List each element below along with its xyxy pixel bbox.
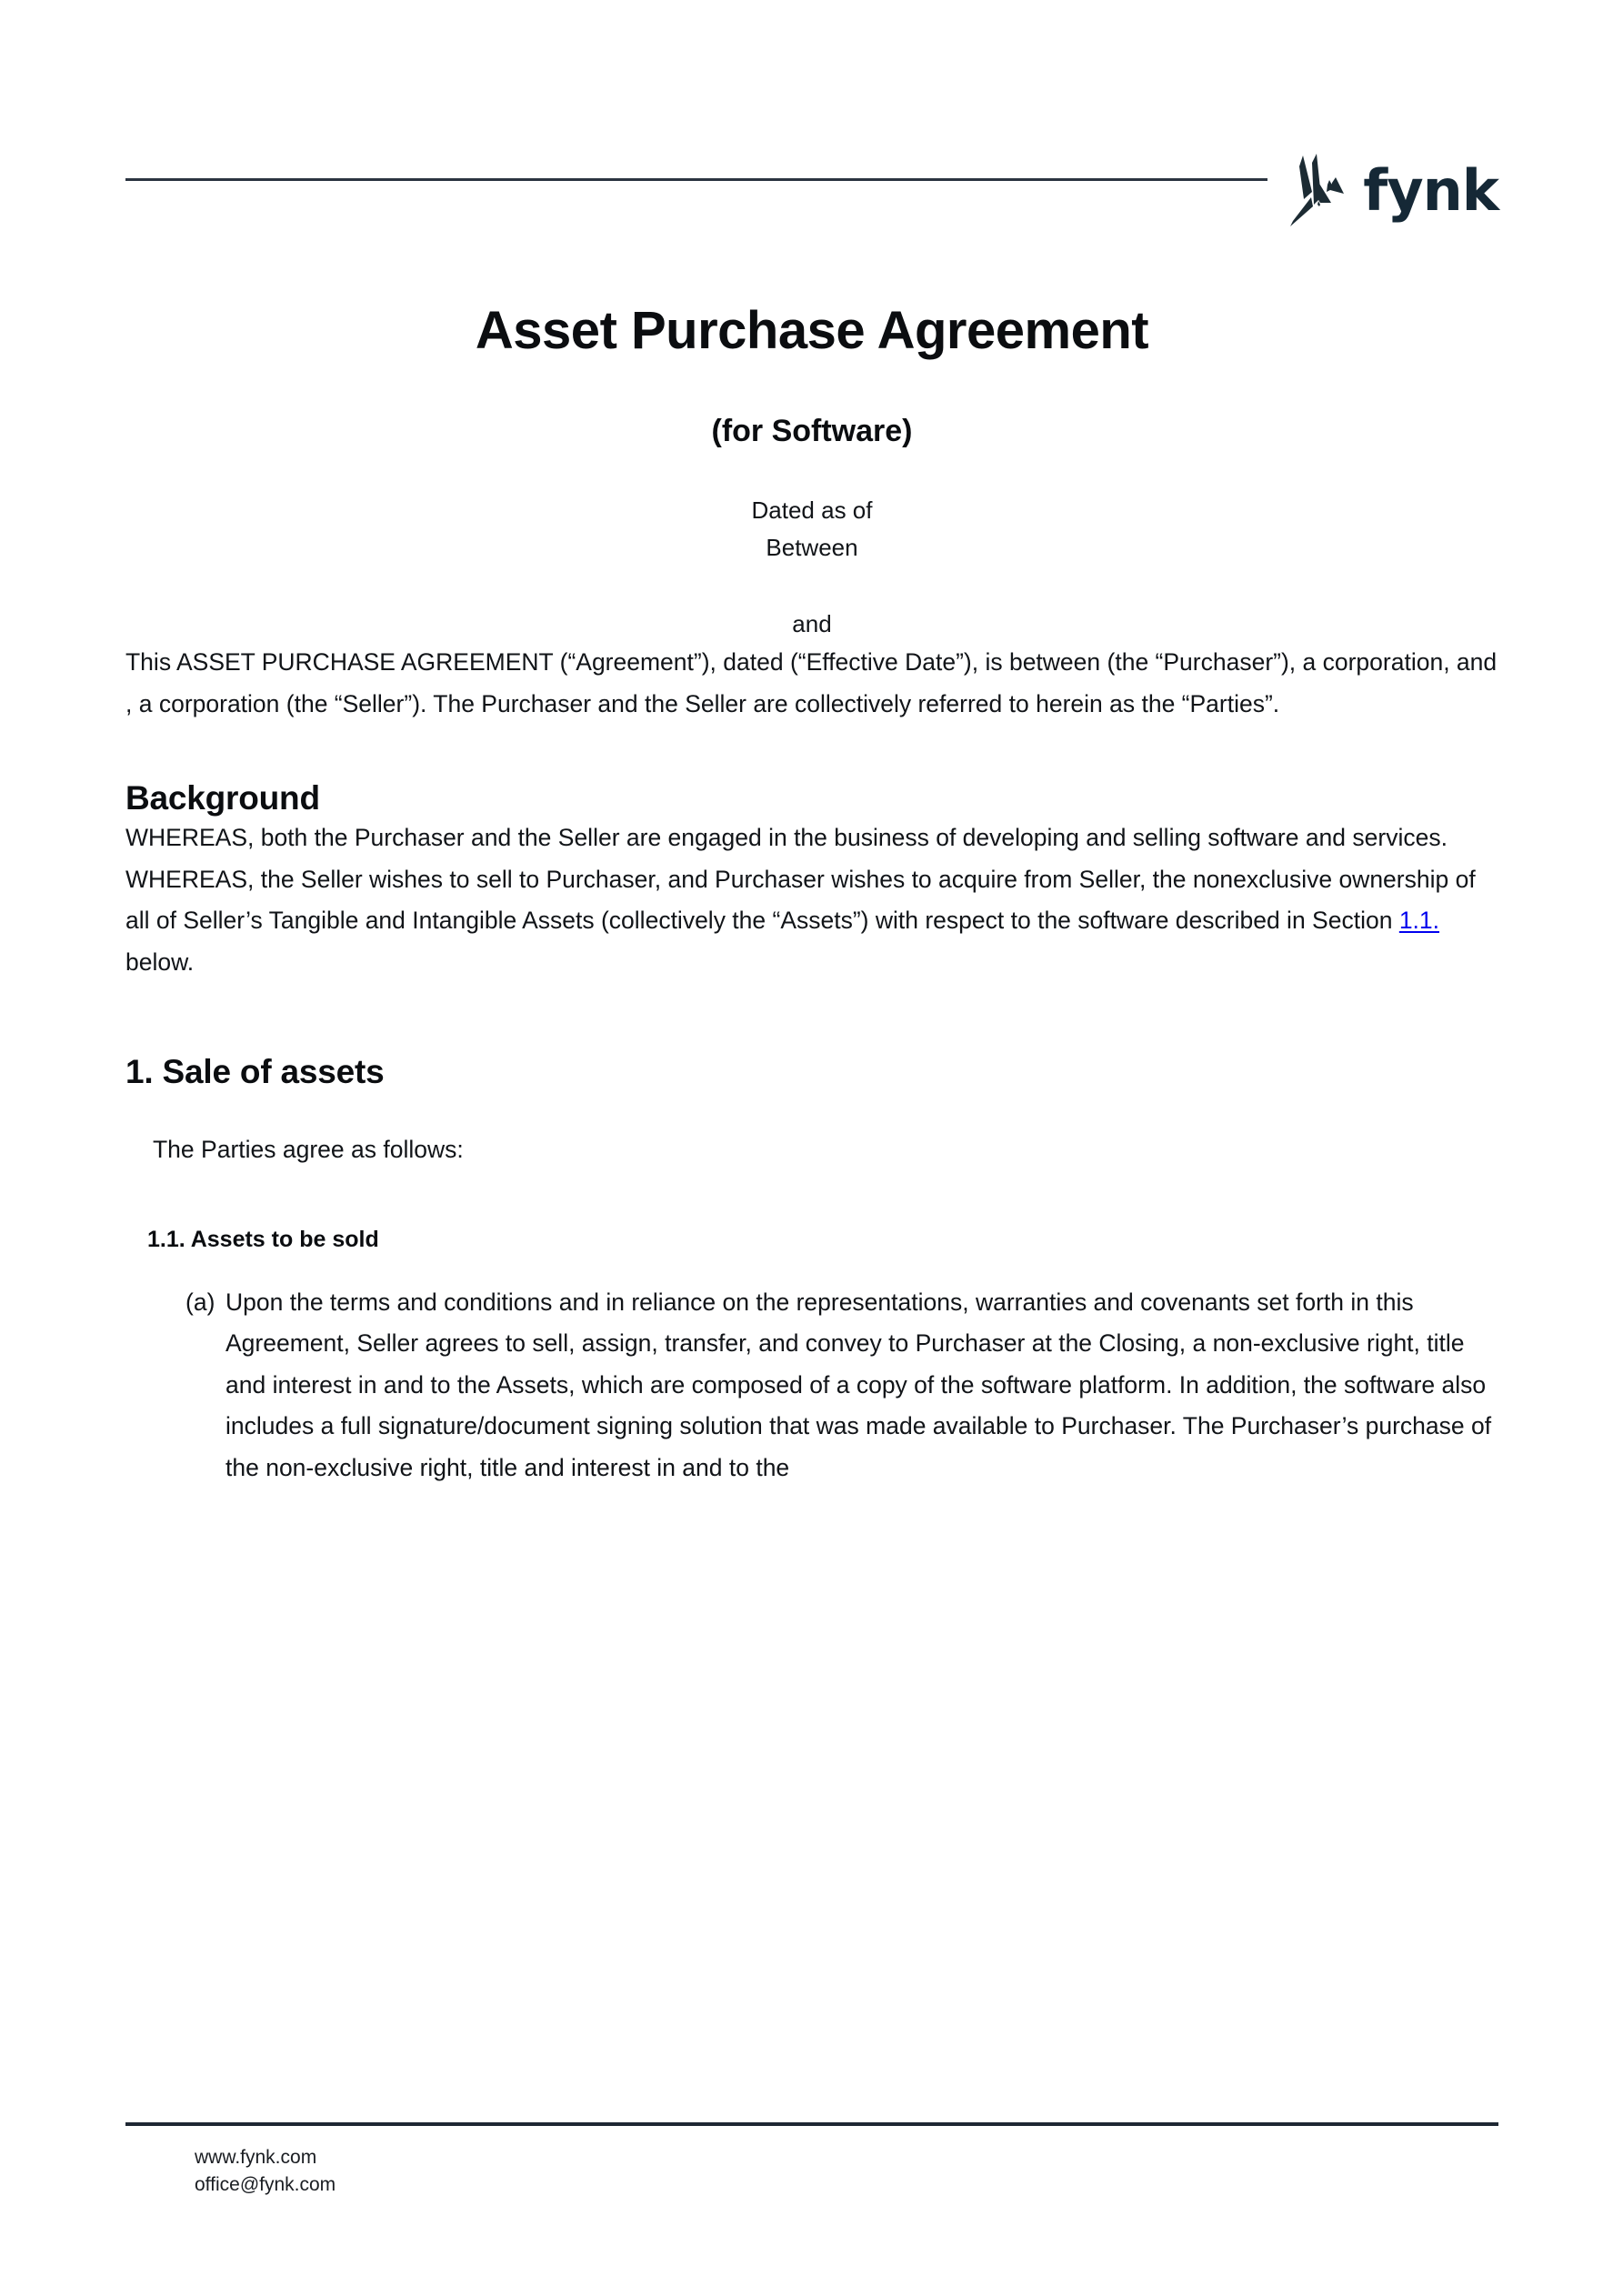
background-heading: Background <box>125 779 320 817</box>
and-label: and <box>792 609 832 637</box>
list-item-text: Upon the terms and conditions and in reliance on the representations, warranties and covenants set forth in this Agreement, Seller agrees to sell, assign, transfer, and convey to Purchaser at the Closing, a non-exclusive right, title and interest in and to the Assets, which are composed of a copy of the software platform. In addition, the software also includes a full signature/document signing solution that was made available to Purchaser. The Purchaser’s purchase of the non-exclusive right, title and interest in and to the <box>225 1288 1492 1481</box>
subsection-1-1-heading: 1.1. Assets to be sold <box>147 1226 379 1252</box>
dated-as-of-label: Dated as of <box>751 496 873 525</box>
document-content <box>125 300 1498 1489</box>
page-footer <box>125 2122 1498 2199</box>
preamble-block <box>125 492 1498 642</box>
background-paragraph-2-text-before: WHEREAS, the Seller wishes to sell to Purchaser, and Purchaser wishes to acquire from Seller, the nonexclusive ownership of all of Seller’s Tangible and Intangible Assets (collectively the “Assets”) with respect to the software described in Section <box>125 865 1476 935</box>
between-label: Between <box>766 533 858 561</box>
page-header <box>125 145 1498 246</box>
section-1-1-link[interactable]: 1.1. <box>1398 907 1440 935</box>
section-1-lead-in: The Parties agree as follows: <box>153 1135 464 1163</box>
brand-wordmark: fynk <box>1363 157 1498 224</box>
section-1-heading: 1. Sale of assets <box>125 1052 385 1090</box>
footer-email: office@fynk.com <box>195 2173 336 2195</box>
header-divider <box>125 178 1267 181</box>
brand-logo <box>1287 145 1498 242</box>
origami-bird-icon <box>1287 152 1354 236</box>
background-paragraph-1: WHEREAS, both the Purchaser and the Seller are engaged in the business of developing and selling software and services. <box>125 824 1448 852</box>
list-marker: (a) <box>185 1288 215 1316</box>
document-title: Asset Purchase Agreement <box>475 301 1149 360</box>
intro-paragraph: This ASSET PURCHASE AGREEMENT (“Agreement”), dated (“Effective Date”), is between (the “Purchaser”), a corporation, and , a corporation (the “Seller”). The Purchaser and the Seller are collectively referred to herein as the “Parties”. <box>125 648 1498 717</box>
footer-website: www.fynk.com <box>195 2147 317 2168</box>
footer-contact <box>125 2126 1498 2199</box>
document-subtitle: (for Software) <box>711 414 913 449</box>
background-paragraph-2-text-after: below. <box>125 948 195 977</box>
background-paragraph-2 <box>125 859 1498 984</box>
preamble-spacer <box>125 566 1498 606</box>
subsection-1-1-item-a <box>125 1282 1498 1489</box>
